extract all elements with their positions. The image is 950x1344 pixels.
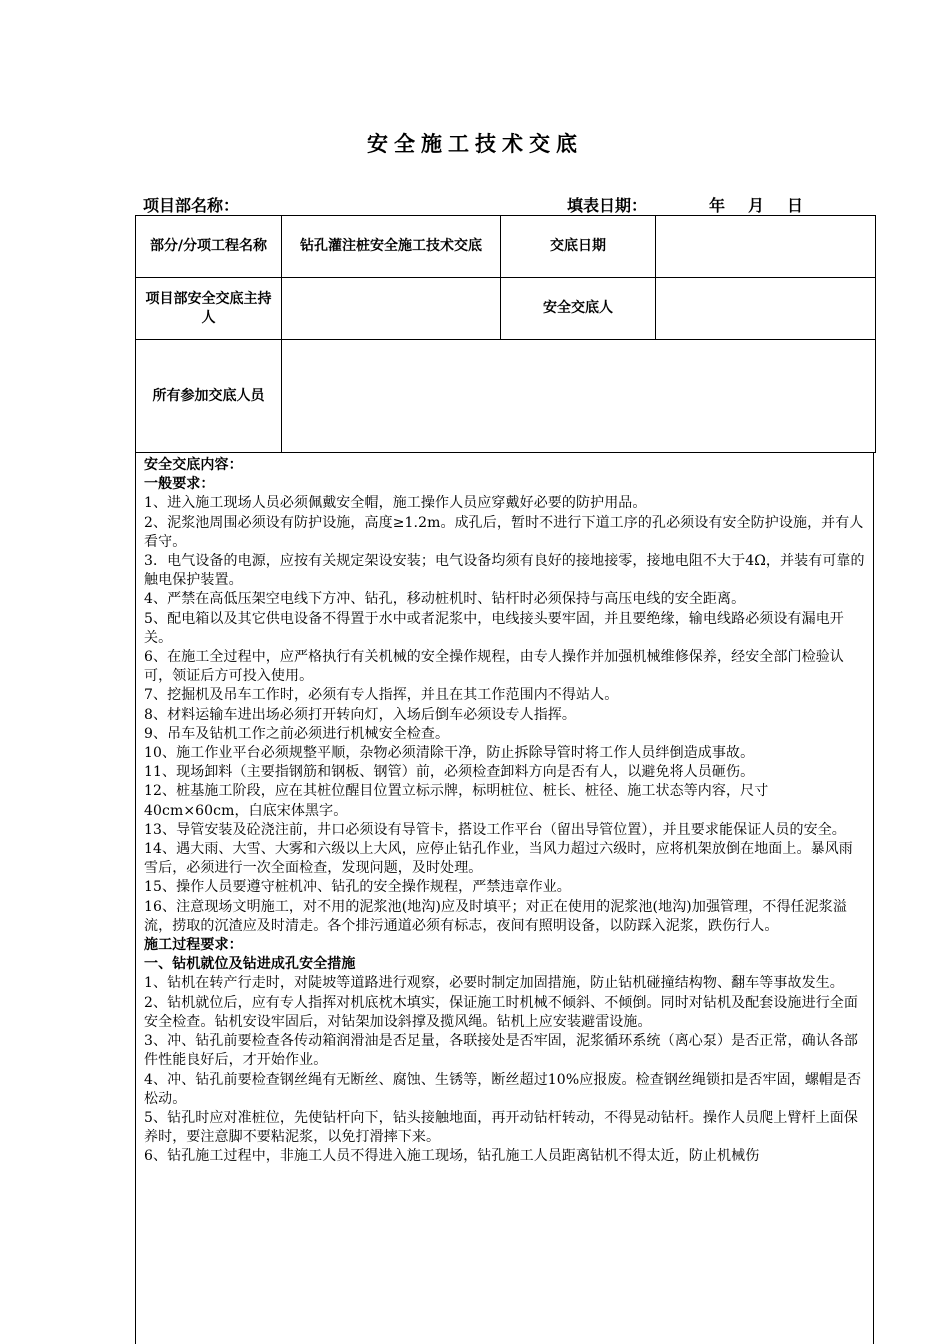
participants-value-cell[interactable] bbox=[282, 340, 876, 453]
section1-heading: 一、钻机就位及钻进成孔安全措施 bbox=[144, 956, 356, 973]
general-list bbox=[144, 494, 865, 936]
project-part-label-cell bbox=[136, 216, 282, 278]
section1-list bbox=[144, 974, 865, 1166]
table-row bbox=[136, 278, 876, 340]
list-item: 9、吊车及钻机工作之前必须进行机械安全检查。 bbox=[144, 725, 450, 742]
disclosure-date-value-cell[interactable] bbox=[656, 216, 876, 278]
list-item: 6、钻孔施工过程中，非施工人员不得进入施工现场，钻孔施工人员距离钻机不得太近，防止机械伤 bbox=[144, 1148, 760, 1165]
project-part-value-cell[interactable] bbox=[282, 216, 501, 278]
safety-content bbox=[136, 452, 873, 1167]
project-part-label: 部分/分项工程名称 bbox=[149, 238, 268, 254]
safety-discloser-label-cell bbox=[501, 278, 656, 340]
list-item: 16、注意现场文明施工，对不用的泥浆池(地沟)应及时填平；对正在使用的泥浆池(地沟)加强管理，不得任泥浆溢流，捞取的沉渣应及时清走。各个排污通道必须有标志，夜间有照明设备，以防踩入泥浆，跌伤行人。 bbox=[144, 898, 847, 934]
year-label: 年 bbox=[709, 196, 726, 215]
list-item: 10、施工作业平台必须规整平顺，杂物必须清除干净，防止拆除导管时将工作人员绊倒造成事故。 bbox=[144, 745, 755, 762]
list-item: 8、材料运输车进出场必须打开转向灯，入场后倒车必须设专人指挥。 bbox=[144, 706, 577, 723]
list-item: 3．电气设备的电源，应按有关规定架设安装；电气设备均须有良好的接地接零，接地电阻不大于4Ω，并装有可靠的触电保护装置。 bbox=[144, 553, 865, 589]
general-heading: 一般要求： bbox=[144, 476, 215, 493]
document-title: 安全施工技术交底 bbox=[367, 132, 583, 156]
list-item: 14、遇大雨、大雪、大雾和六级以上大风，应停止钻孔作业，当风力超过六级时，应将机架放倒在地面上。暴风雨雪后，必须进行一次全面检查，发现问题，及时处理。 bbox=[144, 841, 853, 877]
project-part-value: 钻孔灌注桩安全施工技术交底 bbox=[300, 238, 482, 254]
list-item: 7、挖掘机及吊车工作时，必须有专人指挥，并且在其工作范围内不得站人。 bbox=[144, 687, 619, 704]
safety-host-label-cell bbox=[136, 278, 282, 340]
fill-date-label: 填表日期： bbox=[567, 196, 648, 215]
list-item: 2、泥浆池周围必须设有防护设施，高度≥1.2m。成孔后，暂时不进行下道工序的孔必须设有安全防护设施，并有人看守。 bbox=[144, 514, 864, 550]
list-item: 11、现场卸料（主要指钢筋和钢板、钢管）前，必须检查卸料方向是否有人，以避免将人员砸伤。 bbox=[144, 764, 755, 781]
safety-discloser-value-cell[interactable] bbox=[656, 278, 876, 340]
table-row bbox=[136, 216, 876, 278]
month-label: 月 bbox=[748, 196, 765, 215]
header-row bbox=[143, 193, 823, 215]
list-item: 1、钻机在转产行走时，对陡坡等道路进行观察，必要时制定加固措施，防止钻机碰撞结构物、翻车等事故发生。 bbox=[144, 975, 844, 992]
table-row bbox=[136, 340, 876, 453]
safety-discloser-label: 安全交底人 bbox=[543, 300, 613, 316]
participants-label: 所有参加交底人员 bbox=[152, 387, 265, 404]
safety-content-box bbox=[135, 452, 874, 1344]
project-name-label: 项目部名称： bbox=[143, 196, 240, 215]
list-item: 2、钻机就位后，应有专人指挥对机底枕木填实，保证施工时机械不倾斜、不倾倒。同时对钻机及配套设施进行全面安全检查。钻机安设牢固后，对钻架加设斜撑及揽风绳。钻机上应安装避雷设施。 bbox=[144, 994, 859, 1030]
safety-host-label: 项目部安全交底主持人 bbox=[145, 290, 272, 326]
list-item: 6、在施工全过程中，应严格执行有关机械的安全操作规程，由专人操作并加强机械维修保养，经安全部门检验认可，领证后方可投入使用。 bbox=[144, 649, 844, 685]
process-heading: 施工过程要求： bbox=[144, 937, 243, 954]
disclosure-date-label: 交底日期 bbox=[550, 238, 606, 254]
list-item: 5、钻孔时应对准桩位，先使钻杆向下，钻头接触地面，再开动钻杆转动，不得晃动钻杆。操作人员爬上臂杆上面保养时，要注意脚不要粘泥浆，以免打滑摔下来。 bbox=[144, 1109, 859, 1146]
list-item: 13、导管安装及砼浇注前，井口必须设有导管卡，搭设工作平台（留出导管位置），并且要求能保证人员的安全。 bbox=[144, 821, 846, 838]
list-item: 12、桩基施工阶段，应在其桩位醒目位置立标示牌，标明桩位、桩长、桩径、施工状态等内容，尺寸40cm×60cm，白底宋体黑字。 bbox=[144, 783, 769, 819]
list-item: 4、冲、钻孔前要检查钢丝绳有无断丝、腐蚀、生锈等，断丝超过10%应报废。检查钢丝绳锁扣是否牢固，螺帽是否松动。 bbox=[144, 1071, 862, 1107]
safety-host-value-cell[interactable] bbox=[282, 278, 501, 340]
info-table bbox=[135, 215, 876, 453]
day-label: 日 bbox=[787, 196, 804, 215]
participants-label-cell bbox=[136, 340, 282, 453]
list-item: 4、严禁在高低压架空电线下方冲、钻孔，移动桩机时、钻杆时必须保持与高压电线的安全距离。 bbox=[144, 591, 746, 608]
disclosure-date-label-cell bbox=[501, 216, 656, 278]
list-item: 1、进入施工现场人员必须佩戴安全帽，施工操作人员应穿戴好必要的防护用品。 bbox=[144, 495, 647, 512]
list-item: 15、操作人员要遵守桩机冲、钻孔的安全操作规程，严禁违章作业。 bbox=[144, 879, 571, 896]
list-item: 3、冲、钻孔前要检查各传动箱润滑油是否足量，各联接处是否牢固，泥浆循环系统（离心泵）是否正常，确认各部件性能良好后，才开始作业。 bbox=[144, 1033, 859, 1069]
content-heading: 安全交底内容： bbox=[144, 457, 243, 473]
list-item: 5、配电箱以及其它供电设备不得置于水中或者泥浆中，电线接头要牢固，并且要绝缘，输电线路必须设有漏电开关。 bbox=[144, 610, 844, 646]
